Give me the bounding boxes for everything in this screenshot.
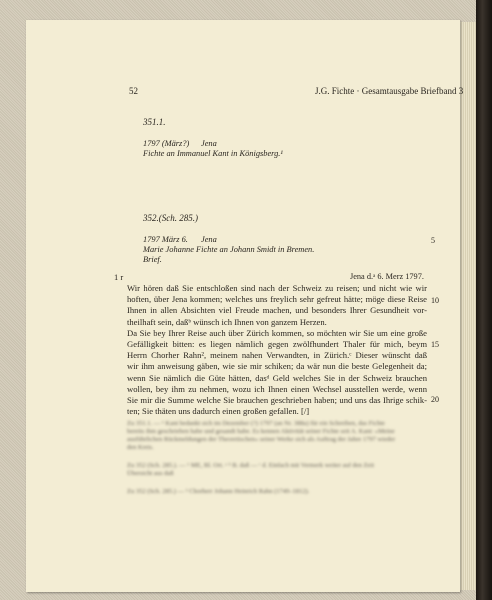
running-title: J.G. Fichte · Gesamtausgabe Briefband 3 — [315, 86, 464, 96]
page-number: 52 — [129, 86, 138, 96]
footnote-line: Übersicht aus daß — [127, 470, 174, 477]
letter-line: Da Sie bey Ihrer Reise auch über Zürich kommen, so möchten wir Sie um eine große — [127, 327, 427, 338]
footnote-line: bereits ihm geschrieben habe und gesandt habe. Es kennen Aktivität seiner Fichte seit A. Kant: »Meine — [127, 428, 395, 435]
entry-date-line — [143, 139, 217, 148]
letter-line: Gefälligkeit bitten: es liegen nämlich gegen zwölfhundert Thaler für mich, beym — [127, 338, 427, 349]
line-number: 15 — [431, 340, 439, 349]
letter-line: wollen, bey ihm zu nehmen, wozu ich Ihnen einen Wechsel ausstellen werde, wenn — [127, 383, 427, 394]
line-number: 10 — [431, 296, 439, 305]
entry-date-line — [143, 235, 217, 244]
footnote-line: den Kreis. — [127, 444, 154, 451]
letter-dateline: Jena d.ᵃ 6. Merz 1797. — [350, 272, 424, 281]
letter-line: ten; Sie thäten uns dadurch einen großen gefallen. [/] — [127, 406, 310, 417]
letter-line: wir ihm anweisung gäben, wie sie mir schiken; da wär nun die beste Gelegenheit da; — [127, 361, 427, 372]
letter-line: wenn Sie nämlich die Güte hätten, dasᵈ Geld welches Sie in der Schweiz brauchen — [127, 372, 427, 383]
letter-body — [127, 283, 427, 417]
letter-line: Herrn Chorher Rahn², meinem nahen Verwandten, in Zürich.ᶜ Dieser wünscht daß — [127, 350, 427, 361]
book-spine — [476, 0, 492, 600]
entry-number: 351.1. — [143, 117, 166, 127]
letter-line: theilhaft sein, daßᵇ wünsch ich Ihnen von ganzem Herzen. — [127, 316, 327, 327]
footnote-line: ausführlichen Rückmeldungen der Theoretischen« seiner Werke sich als Auftrag der Jahre 1797 wieder — [127, 436, 396, 443]
line-number: 5 — [431, 236, 435, 245]
footnote-line: Zu 352 (Sch. 285.) — ² Chorherr Johann Heinrich Rahn (1749–1812). — [127, 488, 310, 495]
page-stack-edge — [458, 22, 476, 590]
footnote-line: Zu 351.1. — ¹ Kant bedankt sich im Dezember (?) 1797 (an Nr. 388a) für ein Schreiben, das Fichte — [127, 420, 385, 427]
entry-date: 1797 März 6. — [143, 235, 188, 244]
footnote-line: Zu 352 (Sch. 285.). — ¹ ME, Bl. Ort. ᵃ ᵇ B. daß — ᶜ d. Einfach mit Vermerk weiter auf den Zeit — [127, 462, 375, 469]
letter-line: hoften, über Jena kommen; welches uns freylich sehr gefreut hätte; möge diese Reise — [127, 294, 427, 305]
entry-date: 1797 (März?) — [143, 139, 190, 148]
entry-heading: Marie Johanne Fichte an Johann Smidt in Bremen. — [143, 245, 315, 254]
letter-line: Wir hören daß Sie entschloßen sind nach der Schweiz zu reisen; und nicht wie wir — [127, 283, 427, 293]
entry-kind: Brief. — [143, 255, 162, 264]
entry-number: 352.(Sch. 285.) — [143, 213, 198, 223]
entry-place: Jena — [201, 235, 217, 244]
footnote-spacer — [127, 452, 427, 462]
footnote-spacer — [127, 478, 427, 488]
folio-marker: 1 r — [114, 272, 124, 282]
entry-heading: Fichte an Immanuel Kant in Königsberg.¹ — [143, 149, 283, 158]
entry-place: Jena — [201, 139, 217, 148]
line-number: 20 — [431, 395, 439, 404]
footnotes — [127, 420, 427, 496]
letter-line: Ihnen in allen Absichten viel Freude machen, und besonders Ihrer Gesundheit vor- — [127, 305, 427, 316]
letter-line: Sie mir die Summe welche Sie brauchen geschrieben haben; und uns das Ihrige schik- — [127, 394, 427, 405]
